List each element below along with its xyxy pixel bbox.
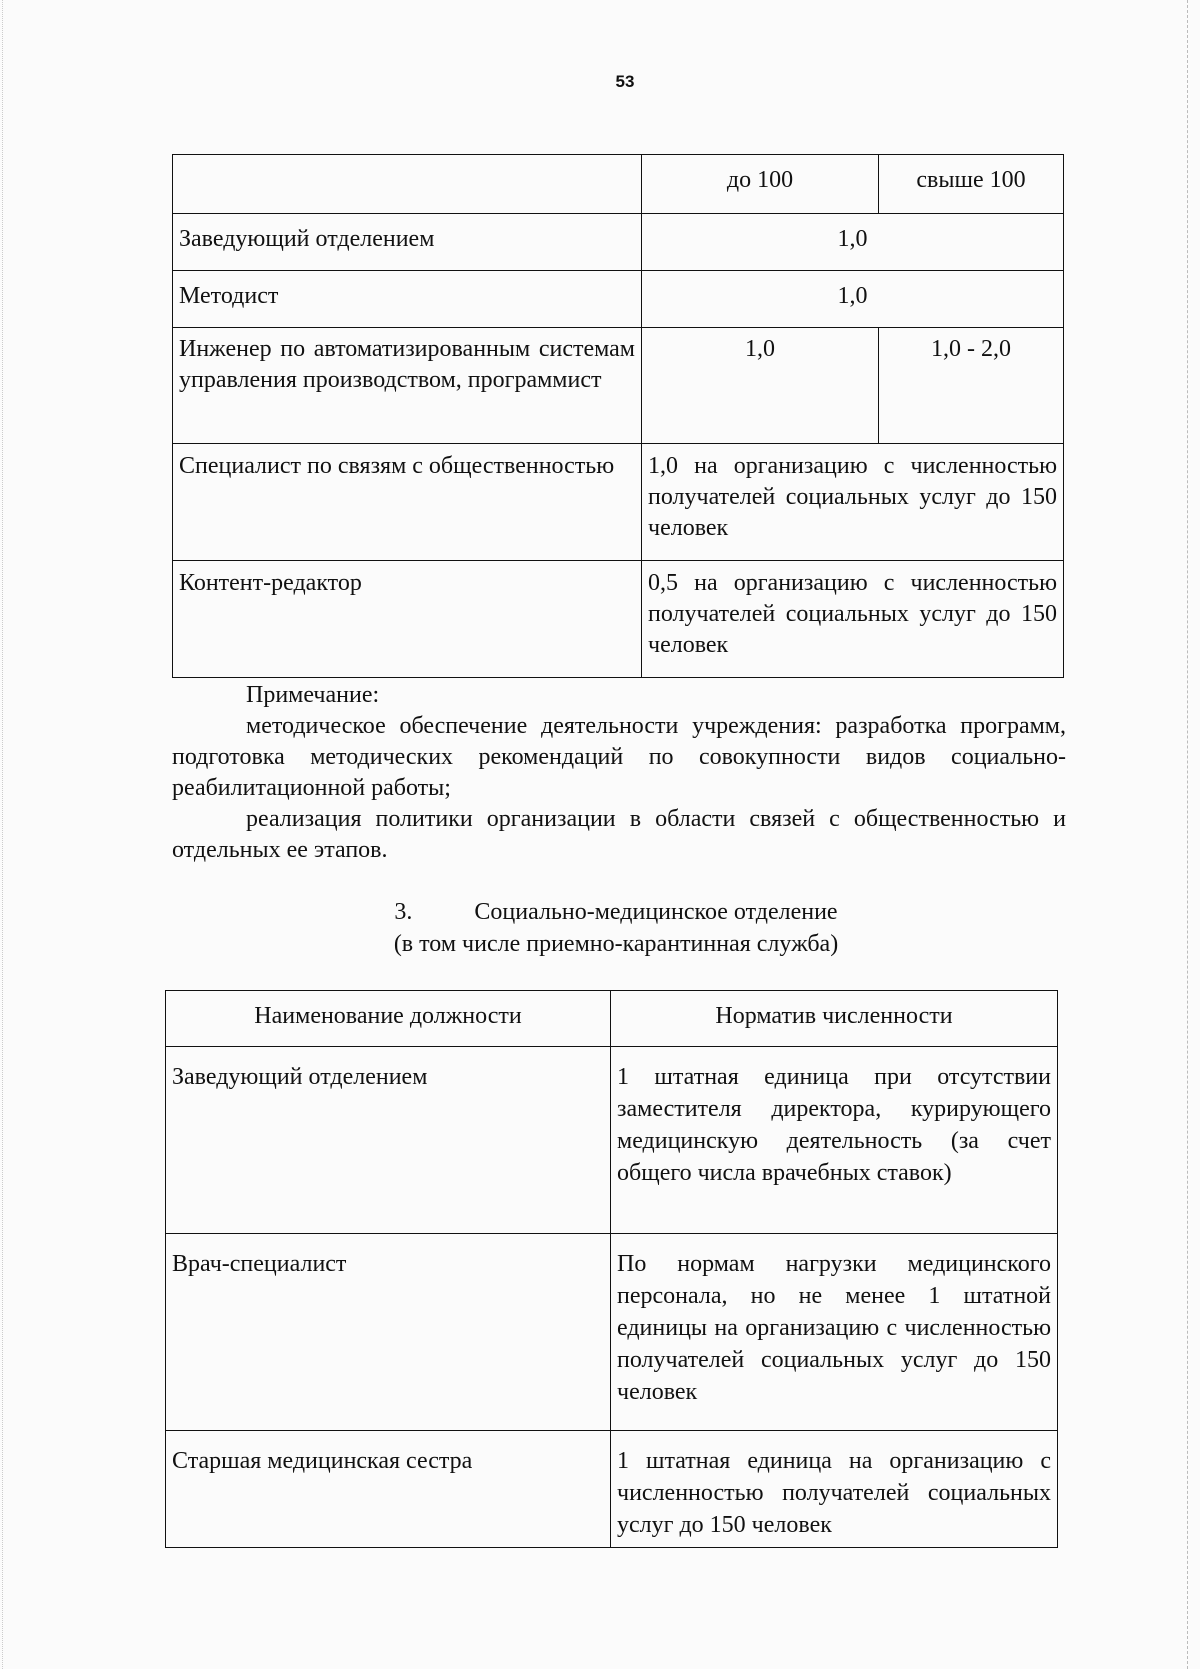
table-row bbox=[166, 1047, 1058, 1234]
header-cell-over-100: свыше 100 bbox=[879, 155, 1064, 214]
header-cell-empty bbox=[173, 155, 642, 214]
section-title-line bbox=[0, 896, 1200, 928]
header-cell-up-to-100: до 100 bbox=[642, 155, 879, 214]
value-cell-over-100: 1,0 - 2,0 bbox=[879, 328, 1064, 444]
value-cell: 1,0 на организацию с численностью получателей социальных услуг до 150 человек bbox=[642, 444, 1064, 561]
note-title: Примечание: bbox=[246, 682, 380, 708]
position-cell: Специалист по связям с общественностью bbox=[173, 444, 642, 561]
scan-edge-left bbox=[2, 0, 5, 1669]
table-header-row bbox=[166, 991, 1058, 1047]
staffing-table-1 bbox=[172, 154, 1064, 678]
page-number: 53 bbox=[615, 72, 635, 91]
staffing-table-2 bbox=[165, 990, 1058, 1548]
table-row bbox=[173, 271, 1064, 328]
value-cell-up-to-100: 1,0 bbox=[642, 328, 879, 444]
note-block bbox=[172, 680, 1066, 866]
position-cell: Врач-специалист bbox=[166, 1234, 611, 1431]
table-row bbox=[173, 328, 1064, 444]
value-cell: 1 штатная единица на организацию с численностью получателей социальных услуг до 150 человек bbox=[611, 1431, 1058, 1548]
position-cell: Контент-редактор bbox=[173, 561, 642, 678]
position-cell: Заведующий отделением bbox=[173, 214, 642, 271]
value-cell: 0,5 на организацию с численностью получателей социальных услуг до 150 человек bbox=[642, 561, 1064, 678]
table-header-row bbox=[173, 155, 1064, 214]
value-cell: 1,0 bbox=[642, 271, 1064, 328]
note-paragraph: методическое обеспечение деятельности учреждения: разработка программ, подготовка методических рекомендаций по совокупности видов социально-реабилитационной работы; bbox=[172, 713, 1066, 801]
position-cell: Методист bbox=[173, 271, 642, 328]
note-paragraph: реализация политики организации в области связей с общественностью и отдельных ее этапов. bbox=[172, 806, 1066, 863]
position-cell: Инженер по автоматизированным системам управления производством, программист bbox=[173, 328, 642, 444]
section-number: 3. bbox=[394, 899, 413, 925]
scan-edge-right bbox=[1187, 0, 1190, 1669]
value-cell: 1,0 bbox=[642, 214, 1064, 271]
table-row bbox=[173, 444, 1064, 561]
position-cell: Старшая медицинская сестра bbox=[166, 1431, 611, 1548]
value-cell: 1 штатная единица при отсутствии заместителя директора, курирующего медицинскую деятельность (за счет общего числа врачебных ставок) bbox=[611, 1047, 1058, 1234]
table-row bbox=[173, 561, 1064, 678]
section-subtitle: (в том числе приемно-карантинная служба) bbox=[393, 931, 839, 957]
section-title: Социально-медицинское отделение bbox=[474, 899, 838, 925]
position-cell: Заведующий отделением bbox=[166, 1047, 611, 1234]
value-cell: По нормам нагрузки медицинского персонала, но не менее 1 штатной единицы на организацию с численностью получателей социальных услуг до 150 человек bbox=[611, 1234, 1058, 1431]
section-heading bbox=[0, 896, 1200, 960]
header-cell-position: Наименование должности bbox=[166, 991, 611, 1047]
table-row bbox=[173, 214, 1064, 271]
table-row bbox=[166, 1431, 1058, 1548]
table-row bbox=[166, 1234, 1058, 1431]
header-cell-norm: Норматив численности bbox=[611, 991, 1058, 1047]
